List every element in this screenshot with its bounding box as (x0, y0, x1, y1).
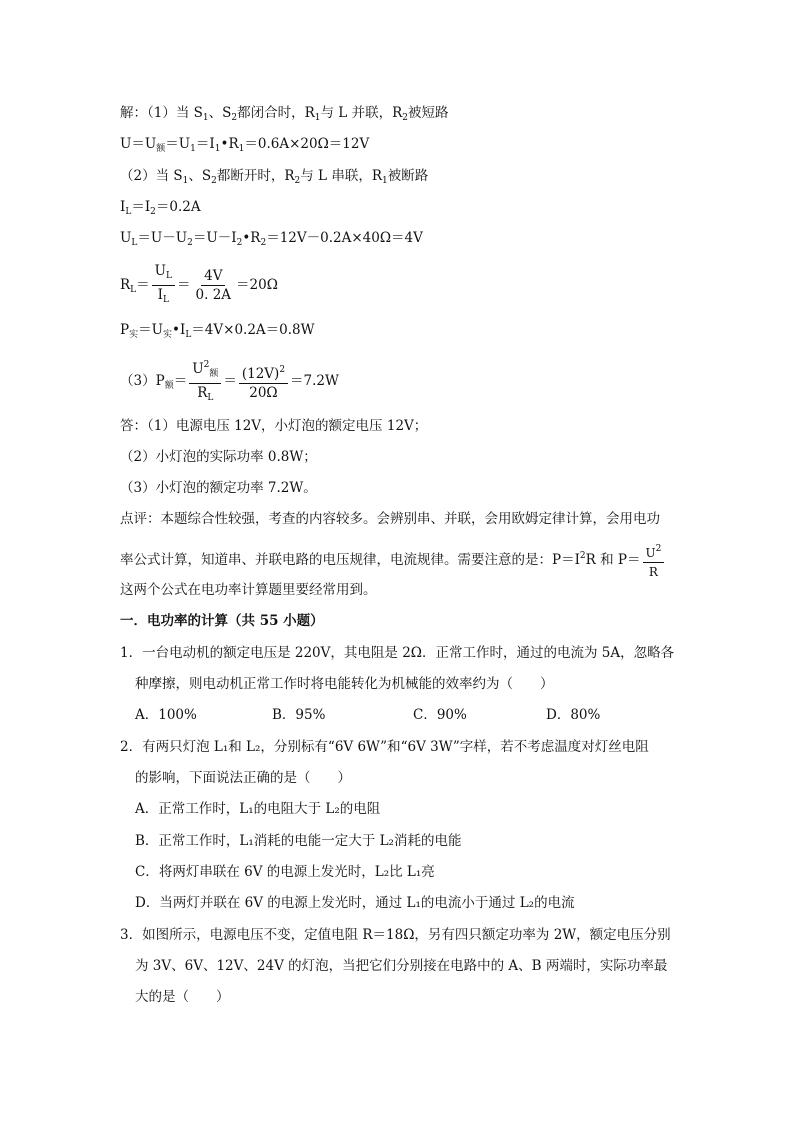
question-2-option-a: A．正常工作时，L₁的电阻大于 L₂的电阻 (135, 801, 381, 817)
question-3-line-1: 3．如图所示，电源电压不变，定值电阻 R＝18Ω，另有四只额定功率为 2W，额定电压分别 (120, 927, 671, 943)
fraction-4v-02a: $\frac{4V}{0. 2A}$ (195, 268, 232, 303)
question-1-option-c: C．90% (413, 707, 467, 723)
solution-line-2: $U=U_额=U_1=I_1•R_1=0.6A\times 20\Omega=12V$ (120, 136, 370, 154)
question-1-line-2: 种摩擦，则电动机正常工作时将电能转化为机械能的效率约为（ ） (135, 676, 554, 692)
answer-line-1: 答：（1）电源电压 12V，小灯泡的额定电压 12V； (120, 418, 428, 434)
answer-line-3: （3）小灯泡的额定功率 7.2W。 (120, 480, 317, 496)
question-1-option-d: D．80% (546, 707, 601, 723)
question-2-option-d: D．当两灯并联在 6V 的电源上发光时，通过 L₁的电流小于通过 L₂的电流 (135, 895, 575, 911)
solution-line-7: $P_实=U_实•I_L=4V\times 0.2A=0.8W$ (120, 322, 315, 340)
solution-line-5: $U_L=U-U_2=U-I_2•R_2=12V-0.2A\times 40\Omega=4V$ (120, 230, 423, 248)
fraction-12v2-20ohm: $\frac{(12V)^2}{20\Omega}$ (239, 361, 288, 402)
solution-line-8-formula: $(3)P_额=$ $\frac{U^2_额}{R_L}$ ＝ $\frac{(12V)^2}{20\Omega}$ ＝7.2W (120, 356, 339, 407)
question-3-line-2: 为 3V、6V、12V、24V 的灯泡，当把它们分别接在电路中的 A、B 两端时，实际功率最 (135, 958, 668, 974)
question-2-option-c: C．将两灯串联在 6V 的电源上发光时，L₂比 L₁亮 (135, 864, 435, 880)
solution-line-4: $I_L=I_2=0.2A$ (120, 199, 201, 217)
solution-line-6-formula: $R_L=$ $\frac{U_L}{I_L}$ ＝ $\frac{4V}{0. 2A}$ ＝20Ω (120, 262, 278, 309)
question-2-option-b: B．正常工作时，L₁消耗的电能一定大于 L₂消耗的电能 (135, 833, 462, 849)
fraction-u2-r: $\frac{U^2}{R}$ (643, 540, 665, 581)
question-1-option-b: B．95% (272, 707, 326, 723)
solution-line-1: 解：（1）当 $S_1$、$S_2$都闭合时，$R_1$与 L 并联，$R_2$被短路 (120, 105, 449, 123)
fraction-ul-il: $\frac{U_L}{I_L}$ (152, 262, 175, 309)
comment-line-3: 这两个公式在电功率计算题里要经常用到。 (120, 582, 377, 598)
comment-line-2: 率公式计算，知道串、并联电路的电压规律，电流规律。需要注意的是：$P=I^2R$ 和 P＝ $\frac{U^2}{R}$ (120, 540, 666, 581)
question-3-line-3: 大的是（ ） (135, 989, 230, 1005)
section-title: 一．电功率的计算（共 55 小题） (120, 613, 324, 629)
question-2-line-1: 2．有两只灯泡 L₁和 L₂，分别标有“6V 6W”和“6V 3W”字样，若不考虑温度对灯丝电阻 (120, 739, 649, 755)
question-2-line-2: 的影响，下面说法正确的是（ ） (135, 770, 351, 786)
solution-line-3: （2）当 $S_1$、$S_2$都断开时，$R_2$与 L 串联，$R_1$被断路 (120, 168, 429, 186)
comment-line-1: 点评：本题综合性较强，考查的内容较多。会辨别串、并联，会用欧姆定律计算，会用电功 (120, 511, 660, 527)
question-1-option-a: A．100% (135, 707, 197, 723)
fraction-u2-rl: $\frac{U^2_额}{R_L}$ (189, 356, 221, 407)
question-1-line-1: 1．一台电动机的额定电压是 220V，其电阻是 2Ω．正常工作时，通过的电流为 5A，忽略各 (120, 645, 675, 661)
answer-line-2: （2）小灯泡的实际功率 0.8W； (120, 449, 317, 465)
